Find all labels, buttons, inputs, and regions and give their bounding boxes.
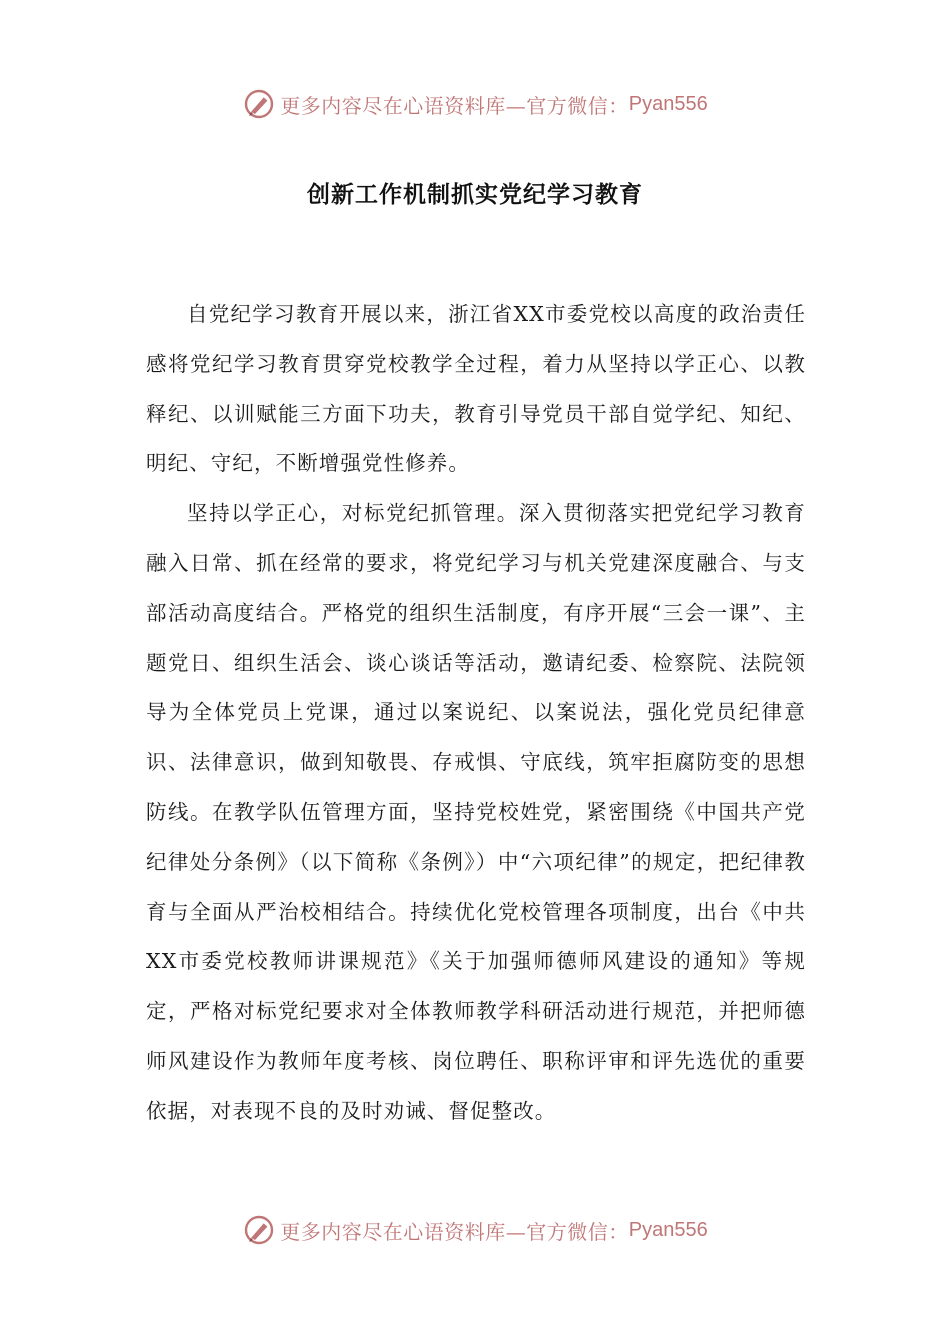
quill-pen-logo-icon: [242, 87, 276, 121]
banner-wechat-id: Pyan556: [628, 92, 708, 115]
paragraph: 坚持以学正心，对标党纪抓管理。深入贯彻落实把党纪学习教育融入日常、抓在经常的要求，将党纪学习与机关党建深度融合、与支部活动高度结合。严格党的组织生活制度，有序开展“三会一课”、主题党日、组织生活会、谈心谈话等活动，邀请纪委、检察院、法院领导为全体党员上党课，通过以案说纪、以案说法，强化党员纪律意识、法律意识，做到知敬畏、存戒惧、守底线，筑牢拒腐防变的思想防线。在教学队伍管理方面，坚持党校姓党，紧密围绕《中国共产党纪律处分条例》（以下简称《条例》）中“六项纪律”的规定，把纪律教育与全面从严治校相结合。持续优化党校管理各项制度，出台《中共XX市委党校教师讲课规范》《关于加强师德师风建设的通知》等规定，严格对标党纪要求对全体教师教学科研活动进行规范，并把师德师风建设作为教师年度考核、岗位聘任、职称评审和评先选优的重要依据，对表现不良的及时劝诫、督促整改。: [146, 501, 806, 1123]
banner-text: 更多内容尽在心语资料库—官方微信：: [280, 93, 629, 118]
paragraph: 自党纪学习教育开展以来，浙江省XX市委党校以高度的政治责任感将党纪学习教育贯穿党校教学全过程，着力从坚持以学正心、以教释纪、以训赋能三方面下功夫，教育引导党员干部自觉学纪、知纪、明纪、守纪，不断增强党性修养。: [146, 302, 806, 476]
header-banner: [0, 84, 950, 124]
quill-pen-logo-icon: [242, 1213, 276, 1247]
banner-wechat-id: Pyan556: [628, 1218, 708, 1241]
banner-text: 更多内容尽在心语资料库—官方微信：: [280, 1219, 629, 1244]
document-body: [146, 290, 806, 1137]
footer-banner: [0, 1210, 950, 1250]
document-title: 创新工作机制抓实党纪学习教育: [307, 181, 643, 208]
